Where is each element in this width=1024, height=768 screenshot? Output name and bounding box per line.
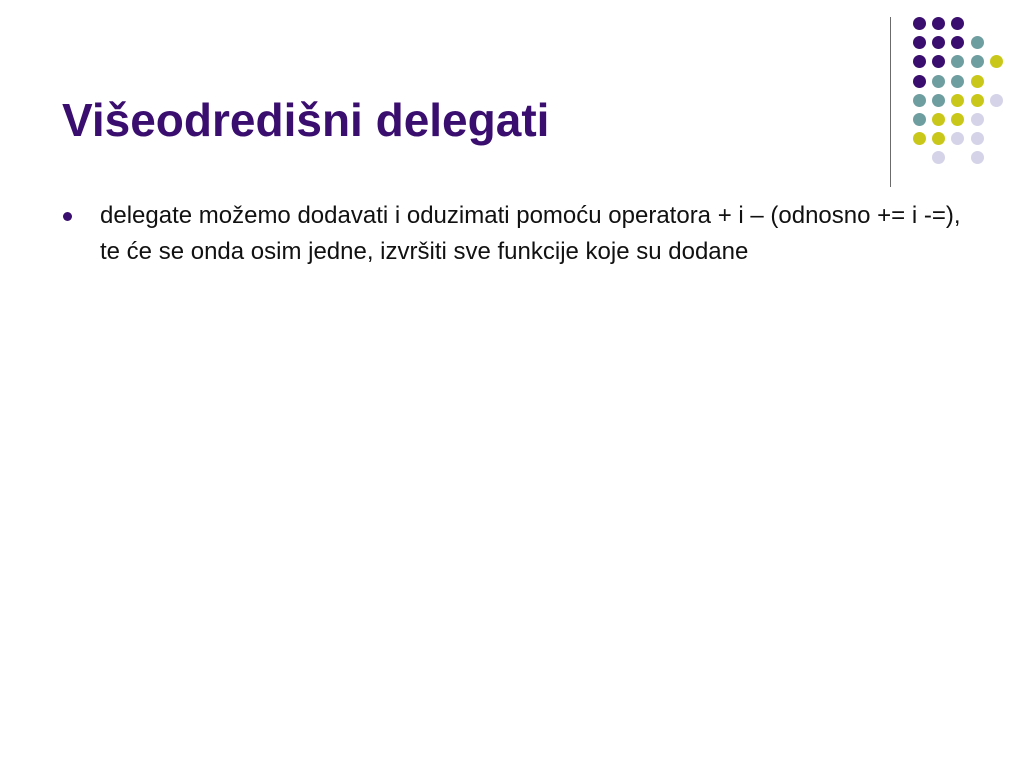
dot-lime bbox=[990, 55, 1003, 68]
dot-purple bbox=[932, 36, 945, 49]
slide-body bbox=[62, 198, 972, 270]
dot-lime bbox=[951, 113, 964, 126]
dot-teal bbox=[951, 55, 964, 68]
dot-teal bbox=[951, 75, 964, 88]
dot-teal bbox=[971, 36, 984, 49]
bullet-item bbox=[62, 198, 972, 270]
dot-lime bbox=[971, 94, 984, 107]
dot-lime bbox=[932, 113, 945, 126]
dot-teal bbox=[932, 94, 945, 107]
dot-lavender bbox=[990, 94, 1003, 107]
dot-lavender bbox=[971, 113, 984, 126]
dot-purple bbox=[913, 55, 926, 68]
dot-purple bbox=[932, 55, 945, 68]
dot-purple bbox=[951, 36, 964, 49]
dot-purple bbox=[932, 17, 945, 30]
bullet-dot-icon bbox=[63, 212, 72, 221]
dot-lavender bbox=[932, 151, 945, 164]
dot-lime bbox=[932, 132, 945, 145]
dot-teal bbox=[932, 75, 945, 88]
dot-teal bbox=[971, 55, 984, 68]
slide-title: Višeodredišni delegati bbox=[62, 94, 550, 146]
dot-lime bbox=[951, 94, 964, 107]
dot-lavender bbox=[971, 151, 984, 164]
title-divider-line bbox=[890, 17, 891, 187]
dot-lime bbox=[971, 75, 984, 88]
dot-purple bbox=[913, 75, 926, 88]
dot-purple bbox=[951, 17, 964, 30]
dot-lavender bbox=[971, 132, 984, 145]
dot-lavender bbox=[951, 132, 964, 145]
dot-teal bbox=[913, 94, 926, 107]
dot-purple bbox=[913, 36, 926, 49]
dot-teal bbox=[913, 113, 926, 126]
bullet-text: delegate možemo dodavati i oduzimati pomoću operatora + i – (odnosno += i -=), te će se onda osim jedne, izvršiti sve funkcije koje su dodane bbox=[100, 202, 961, 265]
dot-purple bbox=[913, 17, 926, 30]
dot-lime bbox=[913, 132, 926, 145]
